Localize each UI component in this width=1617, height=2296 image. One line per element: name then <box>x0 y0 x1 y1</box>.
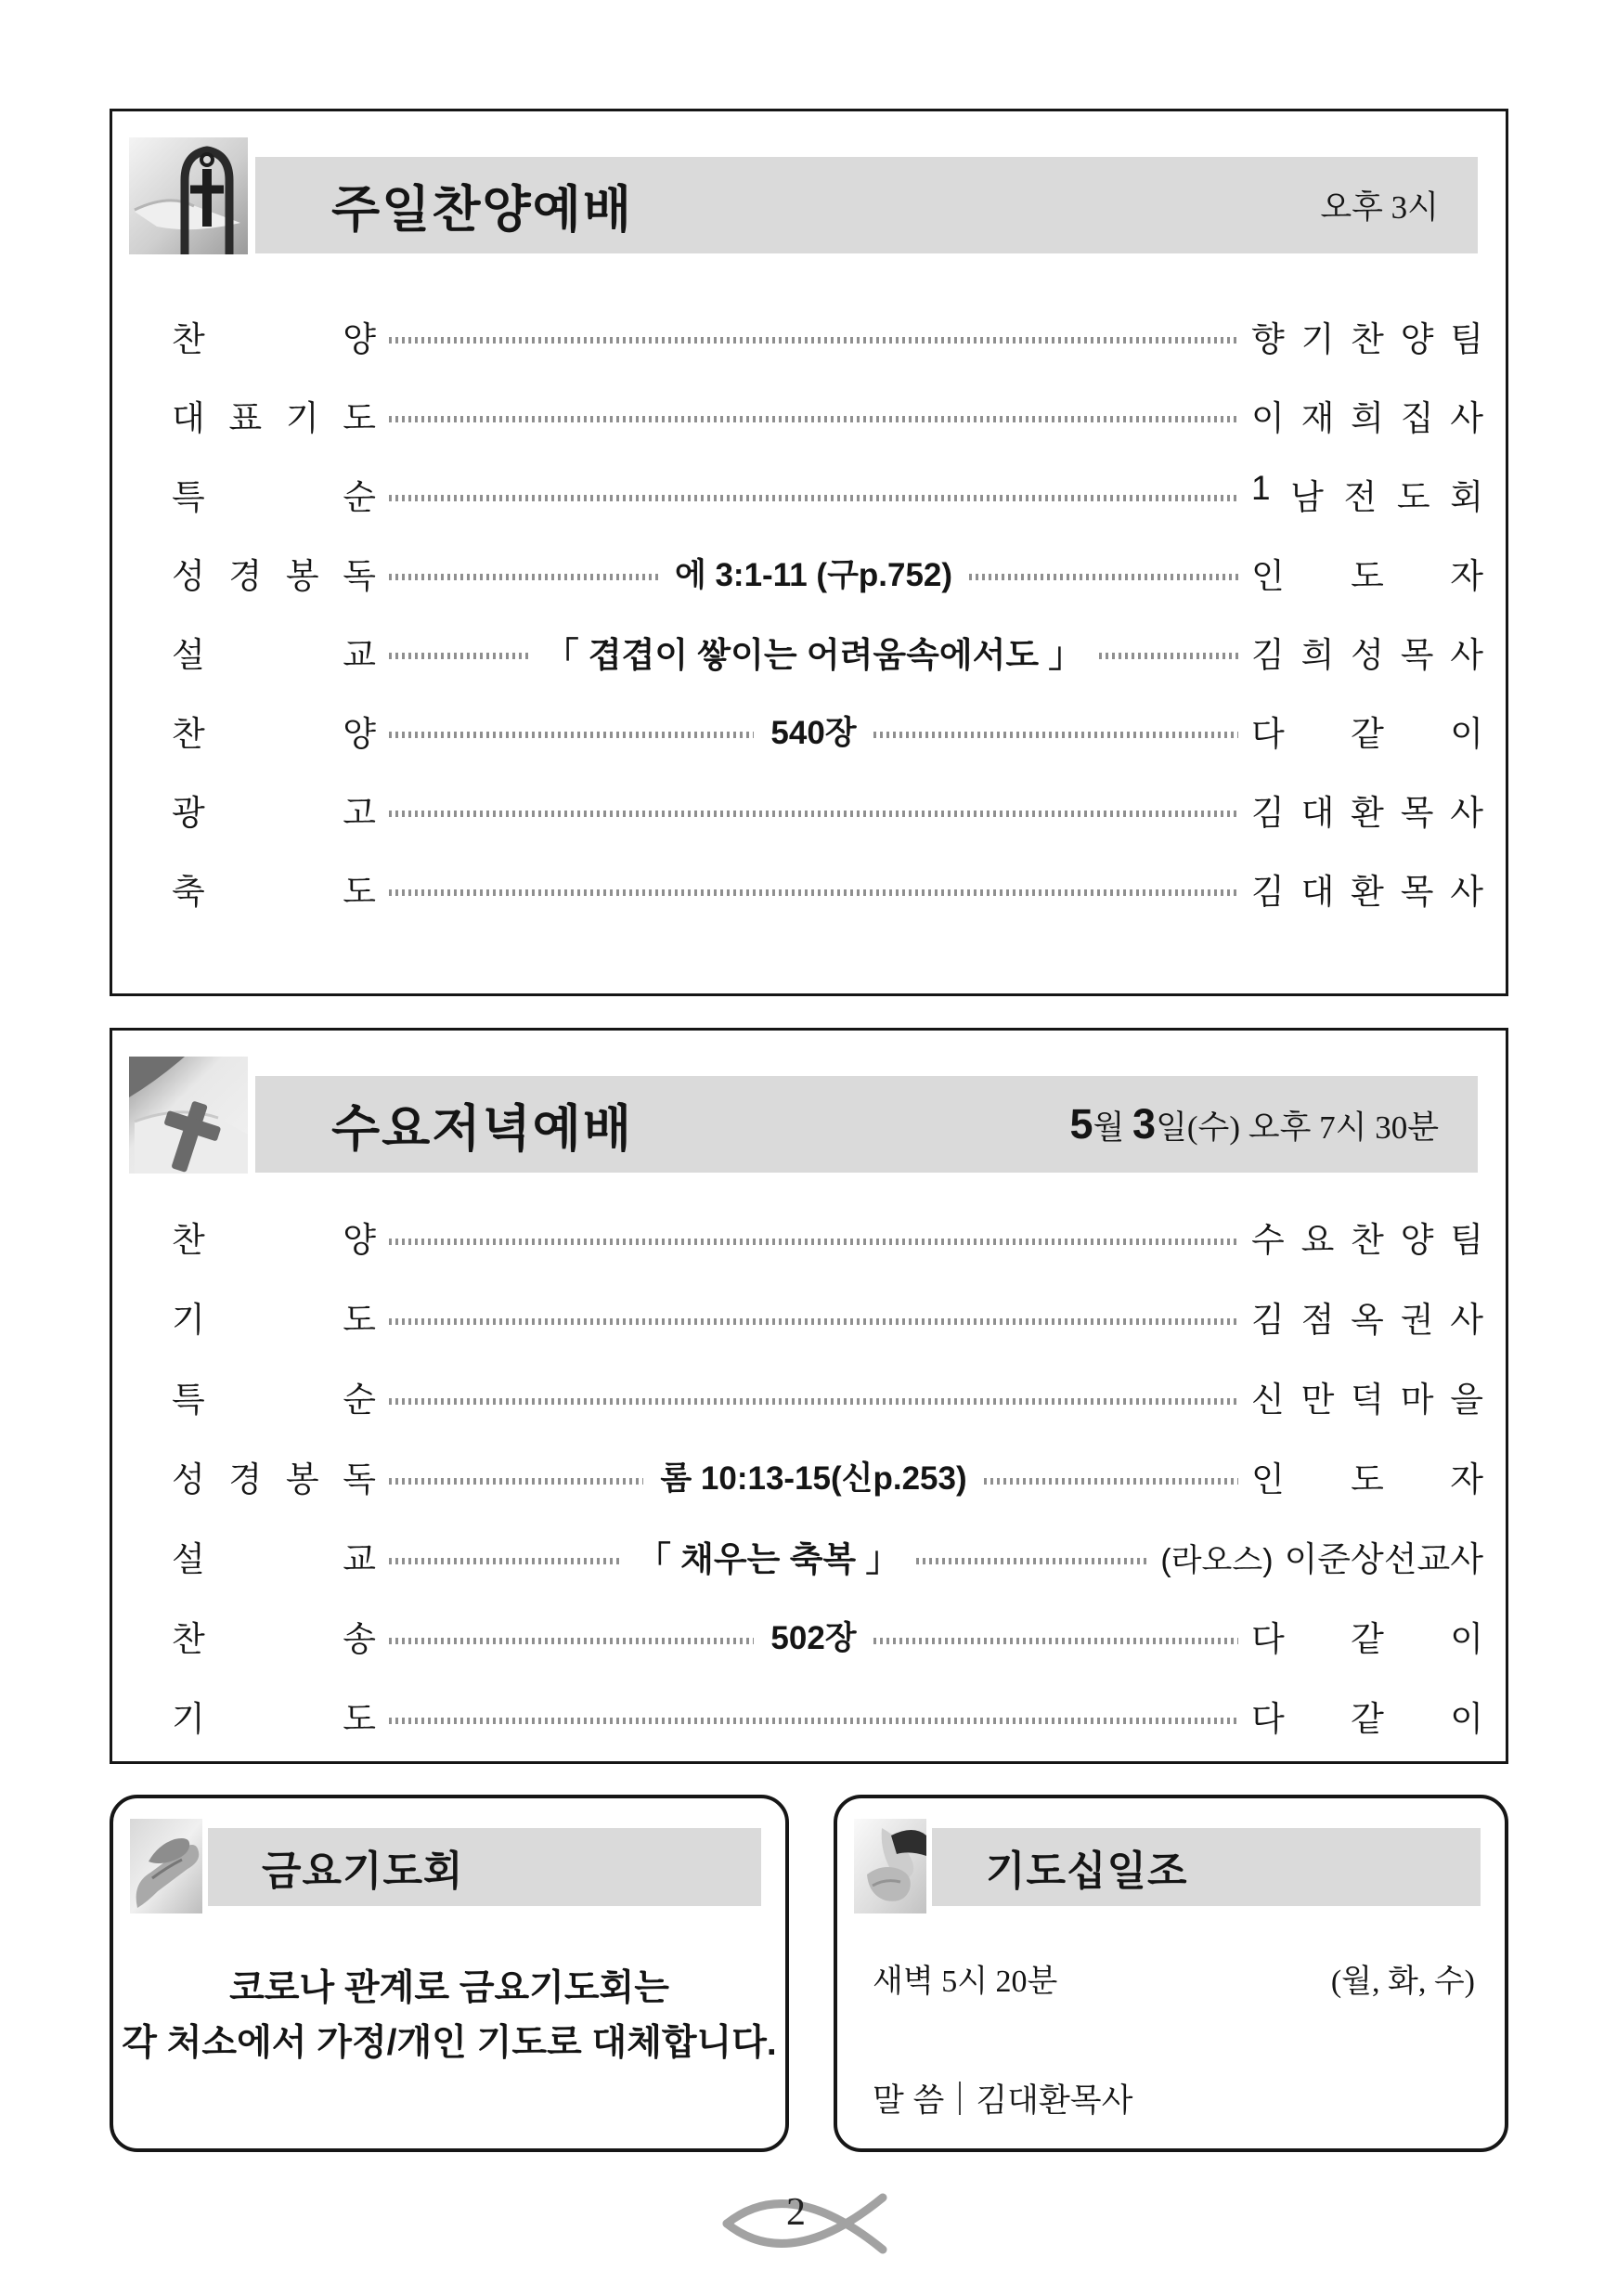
row-value: 김 희 성 목 사 <box>1251 635 1484 674</box>
row-label: 설 교 <box>172 1540 376 1578</box>
speaker-name: 이준상선교사 <box>1284 1540 1484 1578</box>
dotted-leader <box>873 732 1238 738</box>
row-value: 인 도 자 <box>1251 556 1483 595</box>
cross-on-bible-photo <box>129 1057 248 1174</box>
row-value: 김 대 환 목 사 <box>1251 793 1483 832</box>
dotted-leader <box>389 889 1238 896</box>
dotted-leader <box>389 1718 1238 1724</box>
service-row <box>172 454 1483 533</box>
wednesday-service-datetime <box>1069 1100 1439 1148</box>
sunday-section-header <box>112 111 1506 254</box>
service-row <box>172 1516 1483 1596</box>
dotted-leader <box>389 1398 1238 1405</box>
speaker-location: (라오스) <box>1160 1543 1274 1578</box>
row-value: 김 점 옥 권 사 <box>1251 1301 1483 1339</box>
dotted-leader <box>389 1478 643 1485</box>
sunday-worship-section <box>110 109 1508 996</box>
friday-section-title: 금요기도회 <box>262 1848 464 1894</box>
row-value: 1 남 전 도 회 <box>1251 468 1483 516</box>
speaker-label: 말 씀 <box>873 2082 945 2119</box>
dotted-leader <box>389 337 1238 344</box>
service-row <box>172 375 1483 454</box>
row-label: 특 순 <box>172 1381 376 1419</box>
clasped-hands-photo <box>130 1819 202 1913</box>
dotted-leader <box>1099 653 1238 659</box>
scripture-reference: 롬 10:13-15(신p.253) <box>660 1460 967 1497</box>
sermon-title: 「 겹겹이 쌓이는 어려움속에서도 」 <box>544 635 1083 674</box>
service-row <box>172 1676 1483 1756</box>
wednesday-section-title: 수요저녁예배 <box>331 1100 633 1157</box>
service-row <box>172 1356 1483 1436</box>
dotted-leader <box>389 574 658 580</box>
row-label: 찬 양 <box>172 714 376 753</box>
dotted-leader <box>389 495 1238 501</box>
dotted-leader <box>389 416 1238 422</box>
row-label: 축 도 <box>172 872 376 911</box>
row-label: 광 고 <box>172 793 376 832</box>
wednesday-header-bar <box>255 1076 1478 1173</box>
row-value: 신 만 덕 마 을 <box>1251 1381 1483 1419</box>
row-value: 향 기 찬 양 팀 <box>1251 319 1483 358</box>
wednesday-order-of-service <box>112 1174 1506 1756</box>
row-label: 성 경 봉 독 <box>172 556 376 595</box>
dotted-leader <box>389 1239 1238 1245</box>
service-row <box>172 296 1483 375</box>
dotted-leader <box>389 1638 754 1644</box>
service-row <box>172 1436 1483 1516</box>
row-value: 김 대 환 목 사 <box>1251 872 1483 911</box>
dotted-leader <box>389 1558 620 1564</box>
friday-notice <box>113 1962 785 2070</box>
friday-section-header <box>113 1798 785 1913</box>
friday-prayer-section <box>110 1795 789 2152</box>
date-month-number: 5 <box>1069 1100 1093 1148</box>
speaker-name: 김대환목사 <box>976 2082 1133 2119</box>
tithe-header-bar <box>932 1828 1481 1906</box>
row-value: 다 같 이 <box>1251 1620 1483 1658</box>
row-label: 찬 양 <box>172 319 376 358</box>
service-row <box>172 849 1483 927</box>
hymn-number: 502장 <box>770 1620 857 1656</box>
date-rest: 일(수) 오후 7시 30분 <box>1156 1109 1439 1146</box>
date-day-number: 3 <box>1132 1100 1157 1148</box>
sunday-section-title: 주일찬양예배 <box>331 181 633 238</box>
dotted-leader <box>969 574 1238 580</box>
row-label: 성 경 봉 독 <box>172 1460 376 1498</box>
dotted-leader <box>389 732 754 738</box>
sunday-header-bar <box>255 157 1478 253</box>
service-row <box>172 612 1483 691</box>
row-label: 기 도 <box>172 1301 376 1339</box>
sunday-order-of-service <box>112 254 1506 927</box>
row-value: 이 재 희 집 사 <box>1251 398 1483 437</box>
row-label: 찬 송 <box>172 1620 376 1658</box>
dotted-leader <box>389 811 1238 817</box>
dotted-leader <box>916 1558 1147 1564</box>
dotted-leader <box>389 1318 1238 1325</box>
row-value: 다 같 이 <box>1251 714 1483 753</box>
wednesday-worship-section <box>110 1028 1508 1764</box>
hymn-number: 540장 <box>770 714 857 751</box>
tithe-section-header <box>837 1798 1505 1913</box>
friday-header-bar <box>208 1828 761 1906</box>
row-label: 기 도 <box>172 1700 376 1738</box>
sunday-service-time: 오후 3시 <box>1320 189 1439 226</box>
dotted-leader <box>873 1638 1238 1644</box>
dotted-leader <box>389 653 528 659</box>
tithe-speaker-row <box>873 2075 1505 2121</box>
row-value: 수 요 찬 양 팀 <box>1251 1221 1483 1259</box>
row-label: 설 교 <box>172 635 376 674</box>
tithe-section-title: 기도십일조 <box>986 1848 1188 1894</box>
page-number: 2 <box>786 2191 806 2234</box>
tithe-time: 새벽 5시 20분 <box>873 1965 1058 1999</box>
service-row <box>172 770 1483 849</box>
service-row <box>172 533 1483 612</box>
date-month-suffix: 월 <box>1093 1109 1125 1146</box>
praying-hands-photo <box>854 1819 926 1913</box>
row-value <box>1160 1531 1483 1581</box>
service-row <box>172 691 1483 770</box>
row-value: 다 같 이 <box>1251 1700 1483 1738</box>
scripture-reference: 에 3:1-11 (구p.752) <box>674 556 953 593</box>
friday-notice-line2: 각 처소에서 가정/개인 기도로 대체합니다. <box>122 2022 777 2063</box>
tithe-time-row <box>837 1955 1505 2001</box>
separator-bar <box>959 2082 961 2115</box>
row-label: 대 표 기 도 <box>172 398 376 437</box>
dotted-leader <box>984 1478 1238 1485</box>
service-row <box>172 1197 1483 1277</box>
open-bible-cross-photo <box>129 137 248 254</box>
row-label: 찬 양 <box>172 1221 376 1259</box>
tithe-days: (월, 화, 수) <box>1330 1965 1475 1999</box>
service-row <box>172 1596 1483 1676</box>
service-row <box>172 1277 1483 1356</box>
friday-notice-line1: 코로나 관계로 금요기도회는 <box>229 1968 669 2008</box>
wednesday-section-header <box>112 1031 1506 1174</box>
ichthys-fish-symbol <box>716 2177 901 2270</box>
row-value: 인 도 자 <box>1251 1460 1484 1498</box>
row-label: 특 순 <box>172 477 376 516</box>
sermon-title: 「 채우는 축복 」 <box>636 1540 900 1578</box>
prayer-tithe-section <box>834 1795 1508 2152</box>
